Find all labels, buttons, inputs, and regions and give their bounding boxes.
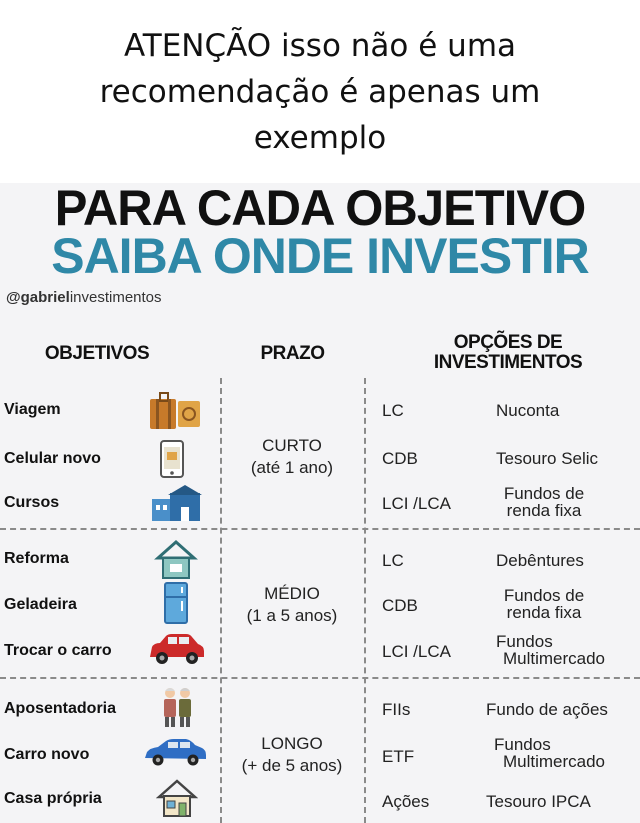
opcao-tesouro-ipca: Tesouro IPCA	[486, 792, 591, 811]
opcao-lci-lca: LCI /LCA	[382, 494, 451, 513]
opcao-cdb: CDB	[382, 449, 418, 468]
objetivo-reforma: Reforma	[4, 550, 69, 567]
objetivo-viagem: Viagem	[4, 401, 61, 418]
column-header-opcoes-line2: INVESTIMENTOS	[433, 352, 583, 373]
opcao-fundo-de-acoes: Fundo de ações	[486, 700, 608, 719]
refrigerator-icon	[162, 581, 190, 625]
prazo-longo	[218, 733, 366, 777]
opcao-fundos-multimercado-longo	[486, 736, 622, 770]
handle-bold: @gabriel	[6, 289, 70, 306]
opcao-fundos-multimercado-line1: Fundos	[496, 632, 553, 651]
opcao-fundos-renda-fixa-line1: Fundos de	[503, 484, 585, 503]
caption-line-3: exemplo	[253, 120, 387, 156]
handle-rest: investimentos	[69, 289, 162, 306]
infographic-image	[0, 180, 640, 823]
objetivo-celular-novo: Celular novo	[4, 450, 101, 467]
house-icon	[156, 777, 198, 819]
column-header-objetivos: OBJETIVOS	[44, 343, 150, 364]
objetivo-cursos: Cursos	[4, 494, 60, 511]
house-renovation-icon	[154, 538, 198, 582]
objetivo-geladeira: Geladeira	[4, 596, 77, 613]
opcao-lci-lca-medio: LCI /LCA	[382, 642, 451, 661]
column-header-prazo: PRAZO	[260, 343, 325, 364]
elderly-couple-icon	[160, 685, 196, 729]
opcao-fundos-renda-fixa-line2: renda fixa	[506, 501, 582, 520]
opcao-fundos-renda-fixa-medio-line2: renda fixa	[506, 603, 582, 622]
opcao-fundos-multimercado-longo-line1: Fundos	[494, 735, 551, 754]
opcao-fundos-renda-fixa	[484, 485, 604, 519]
prazo-longo-title: LONGO	[261, 734, 323, 753]
column-header-opcoes	[408, 333, 608, 373]
opcao-fundos-multimercado-line2: Multimercado	[502, 649, 606, 668]
prazo-longo-range: (+ de 5 anos)	[241, 756, 343, 775]
opcao-tesouro-selic: Tesouro Selic	[496, 449, 599, 468]
headline-secondary: SAIBA ONDE INVESTIR	[51, 228, 589, 284]
column-header-opcoes-line1: OPÇÕES DE	[453, 332, 563, 353]
prazo-curto-range: (até 1 ano)	[250, 458, 334, 477]
caption-line-2: recomendação é apenas um	[99, 74, 541, 110]
caption-line-1: ATENÇÃO isso não é uma	[123, 28, 517, 64]
opcao-fundos-renda-fixa-medio-line1: Fundos de	[503, 586, 585, 605]
prazo-medio	[218, 583, 366, 627]
opcao-lc-medio: LC	[382, 551, 404, 570]
blue-car-icon	[142, 738, 208, 768]
opcao-debentures: Debêntures	[496, 551, 584, 570]
objetivo-aposentadoria: Aposentadoria	[4, 700, 117, 717]
opcao-nuconta: Nuconta	[496, 401, 560, 420]
headline-primary: PARA CADA OBJETIVO	[54, 180, 586, 236]
objetivo-casa-propria: Casa própria	[4, 790, 102, 807]
opcao-acoes: Ações	[382, 792, 430, 811]
divider-horizontal-1	[0, 528, 640, 530]
opcao-lc: LC	[382, 401, 404, 420]
objetivo-carro-novo: Carro novo	[4, 746, 90, 763]
prazo-medio-range: (1 a 5 anos)	[246, 606, 338, 625]
opcao-fiis: FIIs	[382, 700, 411, 719]
prazo-medio-title: MÉDIO	[264, 584, 320, 603]
school-building-icon	[148, 483, 204, 523]
red-car-icon	[146, 633, 206, 667]
opcao-fundos-multimercado	[486, 633, 622, 667]
opcao-fundos-multimercado-longo-line2: Multimercado	[502, 752, 606, 771]
opcao-etf: ETF	[382, 747, 415, 766]
opcao-fundos-renda-fixa-medio	[484, 587, 604, 621]
prazo-curto	[218, 435, 366, 479]
opcao-cdb-medio: CDB	[382, 596, 418, 615]
suitcase-icon	[148, 391, 204, 431]
smartphone-icon	[158, 439, 188, 479]
prazo-curto-title: CURTO	[262, 436, 322, 455]
objetivo-trocar-o-carro: Trocar o carro	[4, 642, 112, 659]
divider-horizontal-2	[0, 677, 640, 679]
author-handle	[6, 289, 162, 306]
post-caption	[0, 0, 640, 180]
